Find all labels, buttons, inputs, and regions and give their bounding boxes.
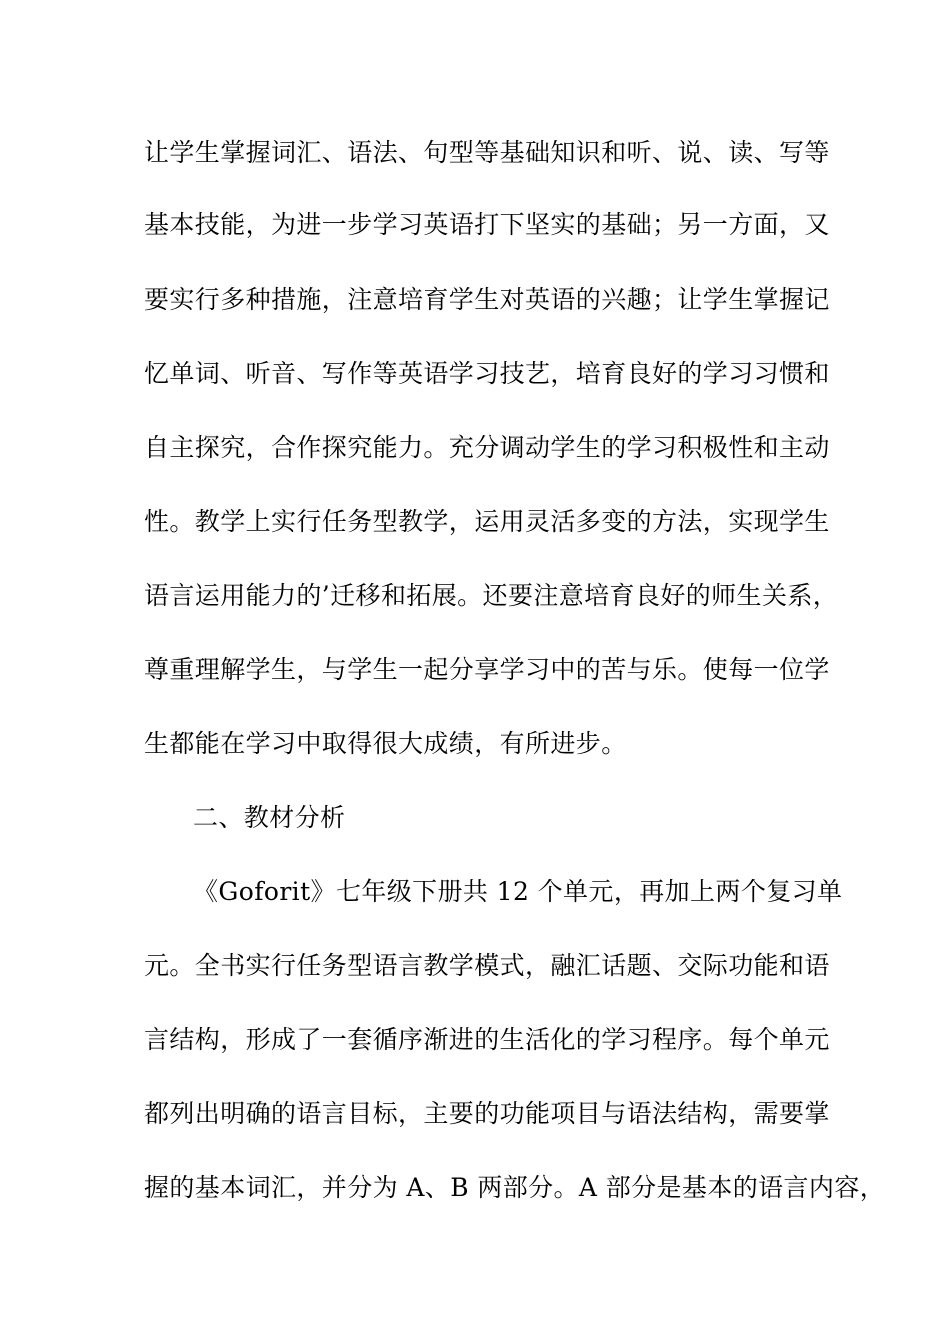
paragraph-line: 元。全书实行任务型语言教学模式，融汇话题、交际功能和语 bbox=[144, 951, 830, 980]
paragraph-line: 尊重理解学生，与学生一起分享学习中的苦与乐。使每一位学 bbox=[144, 655, 830, 684]
paragraph-line: 性。教学上实行任务型教学，运用灵活多变的方法，实现学生 bbox=[144, 507, 830, 536]
paragraph-line: 都列出明确的语言目标，主要的功能项目与语法结构，需要掌 bbox=[144, 1099, 830, 1128]
paragraph-line: 《Goforit》七年级下册共 12 个单元，再加上两个复习单 bbox=[193, 877, 843, 906]
paragraph-line: 自主探究，合作探究能力。充分调动学生的学习积极性和主动 bbox=[144, 433, 830, 462]
paragraph-line: 要实行多种措施，注意培育学生对英语的兴趣；让学生掌握记 bbox=[144, 285, 830, 314]
paragraph-line: 忆单词、听音、写作等英语学习技艺，培育良好的学习习惯和 bbox=[144, 359, 830, 388]
paragraph-line: 握的基本词汇，并分为 A、B 两部分。A 部分是基本的语言内容， bbox=[144, 1173, 886, 1202]
paragraph-line: 基本技能，为进一步学习英语打下坚实的基础；另一方面，又 bbox=[144, 210, 830, 239]
paragraph-line: 让学生掌握词汇、语法、句型等基础知识和听、说、读、写等 bbox=[144, 138, 830, 167]
section-heading: 二、教材分析 bbox=[193, 803, 346, 832]
paragraph-line: 言结构，形成了一套循序渐进的生活化的学习程序。每个单元 bbox=[144, 1025, 830, 1054]
paragraph-line: 语言运用能力的’迁移和拓展。还要注意培育良好的师生关系， bbox=[144, 581, 839, 610]
paragraph-line: 生都能在学习中取得很大成绩，有所进步。 bbox=[144, 729, 627, 758]
